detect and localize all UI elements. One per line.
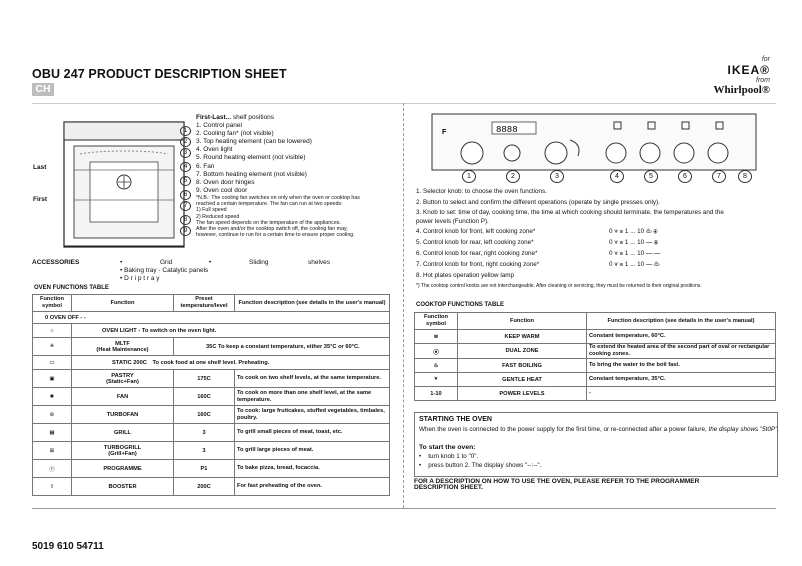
programmer-note: FOR A DESCRIPTION ON HOW TO USE THE OVEN, PLEASE REFER TO THE PROGRAMMER DESCRIPTION SHEET. bbox=[414, 478, 700, 491]
note-line: The fan speed depends on the temperature of the appliances. bbox=[196, 219, 341, 226]
mltf-name: MLTF (Heat Maintenance) bbox=[72, 338, 174, 356]
function-name: TURBOFAN bbox=[72, 406, 174, 424]
col-description: Function description (see details in the user's manual) bbox=[235, 295, 390, 312]
label-first: First bbox=[33, 196, 48, 203]
function-name: PASTRY (Static+Fan) bbox=[72, 370, 174, 388]
starting-title: STARTING THE OVEN bbox=[419, 416, 492, 423]
cooktop-function-row bbox=[415, 330, 776, 344]
keep-warm-icon: ≋ bbox=[415, 330, 458, 344]
oven-function-row bbox=[33, 424, 390, 442]
function-desc: To bake pizza, bread, focaccia. bbox=[235, 460, 390, 478]
oven-functions-title: OVEN FUNCTIONS TABLE bbox=[34, 285, 109, 291]
control-line: 8. Hot plates operation yellow lamp bbox=[416, 271, 515, 279]
control-line: 1. Selector knob: to choose the oven functions. bbox=[416, 188, 547, 195]
function-desc: For fast preheating of the oven. bbox=[235, 478, 390, 496]
programme-icon: Ⓟ bbox=[33, 460, 72, 478]
col-function: Function bbox=[72, 295, 174, 312]
function-desc: To grill small pieces of meat, toast, etc. bbox=[235, 424, 390, 442]
fast-boiling-icon: ♨ bbox=[415, 359, 458, 373]
booster-icon: ⇧ bbox=[33, 478, 72, 496]
accessories-label: ACCESSORIES bbox=[32, 259, 80, 266]
control-line: 3. Knob to set: time of day, cooking time, the time at which cooking should terminate, the temperatures and the bbox=[416, 208, 724, 216]
part-item: 4. Oven light bbox=[196, 146, 233, 154]
function-desc: Constant temperature, 35°C. bbox=[587, 373, 776, 387]
function-name: POWER LEVELS bbox=[458, 387, 587, 401]
cooktop-function-row bbox=[415, 387, 776, 401]
part-item: 3. Top heating element (can be lowered) bbox=[196, 138, 312, 146]
panel-callout-2: 2 bbox=[506, 170, 520, 183]
knob-line: 6. Control knob for rear, right cooking zone* 0 ⩛ ≋ 1 ... 10 ━ ━ bbox=[416, 249, 661, 257]
panel-callouts bbox=[430, 170, 760, 184]
part-item: 2. Cooling fan* (not visible) bbox=[196, 130, 274, 138]
function-temp: 175C bbox=[174, 370, 235, 388]
turbogrill-icon: ⊞ bbox=[33, 442, 72, 460]
note-line: reached a certain temperature. The fan can run at two speeds: bbox=[196, 201, 343, 208]
oven-function-row bbox=[33, 442, 390, 460]
function-name: PROGRAMME bbox=[72, 460, 174, 478]
function-desc: To bring the water to the boil fast. bbox=[587, 359, 776, 373]
function-desc: Constant temperature, 60°C. bbox=[587, 330, 776, 344]
panel-callout-4: 4 bbox=[610, 170, 624, 183]
brand-from: from bbox=[756, 77, 770, 84]
function-name: BOOSTER bbox=[72, 478, 174, 496]
mltf-icon: ≙ bbox=[33, 338, 72, 356]
symbol-text: 1-10 bbox=[415, 387, 458, 401]
note-line: 1) Full speed bbox=[196, 207, 227, 214]
part-item: 6. Fan bbox=[196, 162, 215, 170]
function-name: FAST BOILING bbox=[458, 359, 587, 373]
gentle-heat-icon: ⩛ bbox=[415, 373, 458, 387]
col-preset: Preset temperature/level bbox=[174, 295, 235, 312]
note-line: *N.B.: The cooling fan switches on only when the oven or cooktop has bbox=[196, 195, 360, 201]
svg-text:F: F bbox=[442, 129, 447, 136]
accessory-line2: • Baking tray - Catalytic panels bbox=[120, 267, 209, 274]
function-temp: 160C bbox=[174, 388, 235, 406]
brand-logo bbox=[680, 56, 770, 96]
cooktop-function-row bbox=[415, 373, 776, 387]
oven-function-row bbox=[33, 370, 390, 388]
panel-callout-7: 7 bbox=[712, 170, 726, 183]
oven-diagram bbox=[60, 120, 200, 250]
accessory-bullet: • bbox=[120, 259, 123, 266]
part-item: 9. Oven cool door bbox=[196, 186, 248, 194]
footer-divider bbox=[32, 508, 776, 509]
col-function: Function bbox=[458, 313, 587, 330]
control-line: power levels (Function P). bbox=[416, 217, 489, 225]
label-last: Last bbox=[33, 164, 47, 171]
static-icon: ▭ bbox=[33, 356, 72, 370]
starting-line2: To start the oven: bbox=[419, 444, 476, 451]
panel-display: 8888 bbox=[496, 125, 518, 135]
panel-callout-8: 8 bbox=[738, 170, 752, 183]
callout-5: 5 bbox=[180, 176, 191, 186]
function-name: TURBOGRILL (Grill+Fan) bbox=[72, 442, 174, 460]
pastry-icon: ▣ bbox=[33, 370, 72, 388]
light-icon: ☼ bbox=[33, 324, 72, 338]
col-description: Function description (see details in the user's manual) bbox=[587, 313, 776, 330]
turbofan-icon: ⊛ bbox=[33, 406, 72, 424]
brand-whirlpool: Whirlpool® bbox=[713, 84, 770, 96]
oven-function-row bbox=[33, 388, 390, 406]
panel-callout-5: 5 bbox=[644, 170, 658, 183]
brand-ikea: IKEA® bbox=[727, 63, 770, 77]
function-name: GENTLE HEAT bbox=[458, 373, 587, 387]
callout-7: 7 bbox=[180, 201, 191, 211]
starting-step-1: • turn knob 1 to "0". bbox=[419, 453, 479, 460]
oven-function-row bbox=[33, 478, 390, 496]
part-item: 1. Control panel bbox=[196, 122, 242, 130]
accessory-grid: Grid bbox=[160, 259, 173, 266]
accessory-sliding: Sliding bbox=[249, 259, 269, 266]
oven-parts-list bbox=[196, 114, 312, 195]
oven-function-row bbox=[33, 460, 390, 478]
panel-callout-1: 1 bbox=[462, 170, 476, 183]
callout-6: 6 bbox=[180, 190, 191, 200]
header-divider bbox=[32, 103, 776, 104]
function-temp: 160C bbox=[174, 406, 235, 424]
callout-2: 2 bbox=[180, 137, 191, 147]
note-line: however, continue to run for a certain time to ensure proper cooling. bbox=[196, 232, 355, 239]
callout-3: 3 bbox=[180, 148, 191, 158]
cooktop-function-row bbox=[415, 344, 776, 359]
dual-zone-icon: ⦿ bbox=[415, 344, 458, 359]
accessory-line3: • D r i p t r a y bbox=[120, 275, 160, 282]
function-name: GRILL bbox=[72, 424, 174, 442]
oven-light-row: OVEN LIGHT - To switch on the oven light. bbox=[72, 324, 390, 338]
panel-callout-6: 6 bbox=[678, 170, 692, 183]
function-desc: To cook: large fruitcakes, stuffed vegetables, timbales, poultry. bbox=[235, 406, 390, 424]
mltf-desc: 35C To keep a constant temperature, either 35°C or 60°C. bbox=[174, 338, 390, 356]
static-row: STATIC 200C To cook food at one shelf level. Preheating. bbox=[72, 356, 390, 370]
function-desc: To extend the heated area of the second part of oval or rectangular cooking zones. bbox=[587, 344, 776, 359]
oven-off-row: 0 OVEN OFF - - bbox=[33, 312, 390, 324]
part-item: 5. Round heating element (not visible) bbox=[196, 154, 306, 162]
cooktop-function-row bbox=[415, 359, 776, 373]
column-divider bbox=[403, 103, 404, 508]
knob-line: 4. Control knob for front, left cooking zone* 0 ⩛ ≋ 1 ... 10 ♨ ⦿ bbox=[416, 228, 658, 236]
function-temp: 3 bbox=[174, 442, 235, 460]
cooktop-functions-title: COOKTOP FUNCTIONS TABLE bbox=[416, 302, 505, 308]
controls-description bbox=[416, 187, 766, 292]
function-name: KEEP WARM bbox=[458, 330, 587, 344]
document-number: 5019 610 54711 bbox=[32, 541, 104, 552]
col-symbol: Function symbol bbox=[33, 295, 72, 312]
fan-icon: ✺ bbox=[33, 388, 72, 406]
starting-step-2: • press button 2. The display shows "--:--". bbox=[419, 462, 542, 469]
callout-4: 4 bbox=[180, 162, 191, 172]
page-title: OBU 247 PRODUCT DESCRIPTION SHEET bbox=[32, 67, 287, 81]
function-temp: P1 bbox=[174, 460, 235, 478]
part-item: 8. Oven door hinges bbox=[196, 178, 255, 186]
note-line: After the oven and/or the cooktop switch off, the cooling fan may, bbox=[196, 226, 348, 233]
function-desc: To cook on more than one shelf level, at the same temperature. bbox=[235, 388, 390, 406]
parts-heading: First-Last... shelf positions bbox=[196, 114, 275, 121]
accessory-bullet: • bbox=[209, 259, 212, 266]
oven-functions-table bbox=[32, 294, 390, 496]
grill-icon: ▦ bbox=[33, 424, 72, 442]
knob-line: 7. Control knob for front, right cooking zone* 0 ⩛ ≋ 1 ... 10 ━ ♨ bbox=[416, 260, 660, 268]
cooktop-functions-table bbox=[414, 312, 776, 401]
cooling-fan-note bbox=[196, 195, 401, 238]
controls-footnote: *) The cooktop control knobs are not interchangeable. After cleaning or servicing, they must be returned to their original positions. bbox=[416, 283, 702, 290]
col-symbol: Function symbol bbox=[415, 313, 458, 330]
brand-for: for bbox=[761, 56, 770, 63]
function-temp: 200C bbox=[174, 478, 235, 496]
callout-1: 1 bbox=[180, 126, 191, 136]
note-line: 2) Reduced speed bbox=[196, 213, 240, 220]
oven-function-row bbox=[33, 406, 390, 424]
callout-9: 9 bbox=[180, 226, 191, 236]
starting-oven-box bbox=[414, 412, 778, 477]
starting-line1: When the oven is connected to the power supply for the first time, or re-connected after a power failure, the display shows "5t0P". bbox=[419, 426, 780, 433]
oven-callouts bbox=[180, 126, 191, 236]
function-desc: - bbox=[587, 387, 776, 401]
callout-8: 8 bbox=[180, 215, 191, 225]
part-item: 7. Bottom heating element (not visible) bbox=[196, 170, 307, 178]
panel-callout-3: 3 bbox=[550, 170, 564, 183]
country-badge: CH bbox=[32, 83, 54, 96]
accessory-shelves: shelves bbox=[308, 259, 331, 266]
function-desc: To grill large pieces of meat. bbox=[235, 442, 390, 460]
function-desc: To cook on two shelf levels, at the same temperature. bbox=[235, 370, 390, 388]
knob-line: 5. Control knob for rear, left cooking zone* 0 ⩛ ≋ 1 ... 10 ━ ⦿ bbox=[416, 239, 659, 247]
control-line: 2. Button to select and confirm the different operations (operate by single presses only). bbox=[416, 198, 660, 206]
function-name: DUAL ZONE bbox=[458, 344, 587, 359]
function-temp: 3 bbox=[174, 424, 235, 442]
function-name: FAN bbox=[72, 388, 174, 406]
